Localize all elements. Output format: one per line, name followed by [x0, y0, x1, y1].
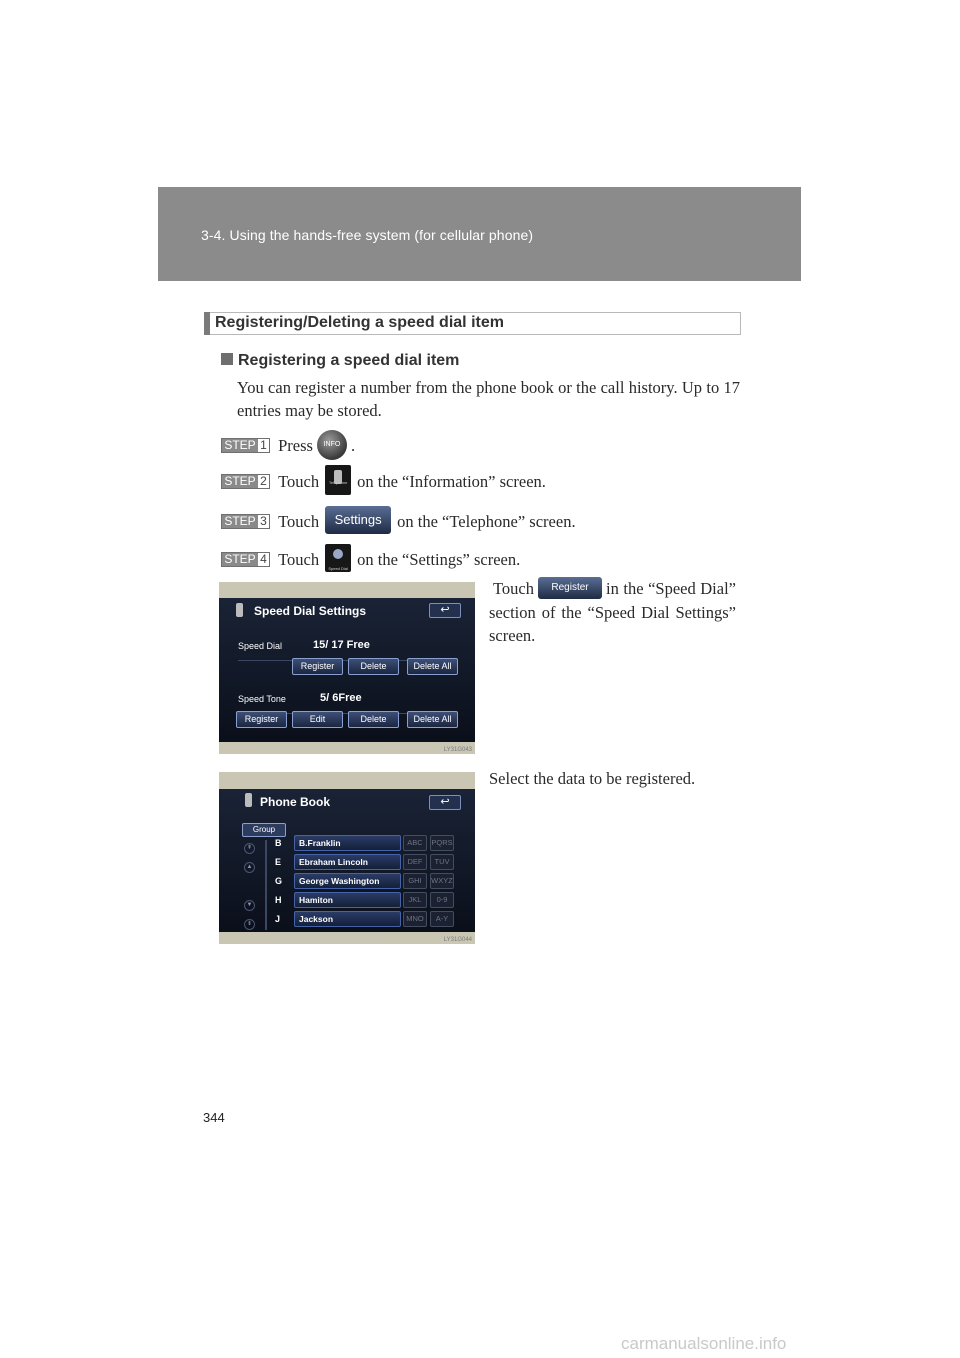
key-def[interactable]: DEF: [403, 854, 427, 870]
index-letter: E: [275, 857, 282, 867]
step-1: [221, 432, 355, 454]
phone-icon: [245, 793, 252, 807]
speed-dial-icon[interactable]: Speed Dial: [325, 544, 351, 572]
square-bullet-icon: [221, 353, 233, 365]
index-letter: B: [275, 838, 282, 848]
list-item[interactable]: B.Franklin: [294, 835, 401, 851]
scroll-up-icon[interactable]: ▲: [244, 862, 255, 873]
section-heading: [204, 312, 741, 335]
page-up-icon[interactable]: ⇞: [244, 843, 255, 854]
step-2-text-after: on the “Information” screen.: [357, 471, 546, 491]
speed-tone-edit-button[interactable]: Edit: [292, 711, 343, 728]
step-badge: STEP 2: [221, 474, 270, 489]
chapter-title: 3-4. Using the hands-free system (for cellular phone): [201, 227, 534, 243]
intro-paragraph: You can register a number from the phone book or the call history. Up to 17 entries may be stored.: [237, 378, 740, 420]
screen-title: Speed Dial Settings: [254, 604, 367, 618]
step-3-text-before: Touch: [278, 511, 320, 531]
step-1-text-before: Press: [278, 435, 313, 455]
group-tab[interactable]: Group: [242, 823, 286, 837]
step-4-text-before: Touch: [278, 549, 320, 569]
speed-dial-settings-screen: [219, 582, 475, 754]
key-jkl[interactable]: JKL: [403, 892, 427, 908]
key-tuv[interactable]: TUV: [430, 854, 454, 870]
key-ghi[interactable]: GHI: [403, 873, 427, 889]
section-title: Registering/Deleting a speed dial item: [215, 314, 504, 331]
header-bar: [158, 187, 801, 281]
step-badge: STEP 1: [221, 438, 270, 453]
step-4: [221, 547, 520, 569]
speed-tone-delete-button[interactable]: Delete: [348, 711, 399, 728]
step-badge: STEP 4: [221, 552, 270, 567]
figure-code: LY31G043: [443, 747, 472, 753]
heading-stripe: [204, 312, 210, 335]
back-button[interactable]: ↩: [429, 795, 461, 810]
key-abc[interactable]: ABC: [403, 835, 427, 851]
speed-tone-count: 5/ 6Free: [320, 692, 362, 704]
speed-dial-count: 15/ 17 Free: [313, 639, 370, 651]
list-item[interactable]: Ebraham Lincoln: [294, 854, 401, 870]
list-item[interactable]: Jackson: [294, 911, 401, 927]
scroll-down-icon[interactable]: ▼: [244, 900, 255, 911]
index-letter: J: [275, 914, 281, 924]
key-mno[interactable]: MNO: [403, 911, 427, 927]
screen-title: Phone Book: [260, 795, 331, 809]
index-letter: G: [275, 876, 283, 886]
back-button[interactable]: ↩: [429, 603, 461, 618]
speed-dial-register-button[interactable]: Register: [292, 658, 343, 675]
watermark: carmanualsonline.info: [621, 1334, 787, 1353]
key-wxyz[interactable]: WXYZ: [430, 873, 454, 889]
register-button[interactable]: Register: [538, 577, 602, 599]
scrollbar-track: [265, 840, 267, 930]
page-down-icon[interactable]: ⇟: [244, 919, 255, 930]
speed-dial-label: Speed Dial: [238, 641, 283, 651]
list-item[interactable]: George Washington: [294, 873, 401, 889]
step-badge: STEP 3: [221, 514, 270, 529]
speed-tone-register-button[interactable]: Register: [236, 711, 287, 728]
list-item[interactable]: Hamiton: [294, 892, 401, 908]
step-1-text-after: .: [350, 435, 356, 455]
screen-panel: [219, 789, 475, 932]
speed-dial-delete-button[interactable]: Delete: [348, 658, 399, 675]
subsection-text: Registering a speed dial item: [238, 352, 460, 369]
step-4-text-after: on the “Settings” screen.: [357, 549, 521, 569]
step-3: [221, 509, 576, 531]
screen-panel: [219, 598, 475, 742]
telephone-icon[interactable]: Telephone: [325, 465, 351, 495]
step-2-text-before: Touch: [278, 471, 320, 491]
key-0-9[interactable]: 0-9: [430, 892, 454, 908]
key-pqrs[interactable]: PQRS: [430, 835, 454, 851]
figure-code: LY31G044: [443, 937, 472, 943]
step-2: [221, 468, 546, 490]
settings-button[interactable]: Settings: [325, 506, 391, 534]
speed-tone-label: Speed Tone: [238, 694, 286, 704]
phone-book-screen: [219, 772, 475, 944]
index-letter: H: [275, 895, 282, 905]
speed-dial-delete-all-button[interactable]: Delete All: [407, 658, 458, 675]
step-3-text-after: on the “Telephone” screen.: [397, 511, 576, 531]
step-5-text: Touch Register in the “Speed Dial” section of the “Speed Dial Settings” screen.: [489, 579, 736, 646]
info-button-icon[interactable]: INFO: [317, 430, 347, 460]
phone-icon: [236, 603, 243, 617]
subsection-title: [221, 352, 459, 370]
page-number: 344: [203, 1110, 225, 1125]
step-6-text: Select the data to be registered.: [489, 769, 696, 788]
speed-tone-delete-all-button[interactable]: Delete All: [407, 711, 458, 728]
key-a-y[interactable]: A-Y: [430, 911, 454, 927]
